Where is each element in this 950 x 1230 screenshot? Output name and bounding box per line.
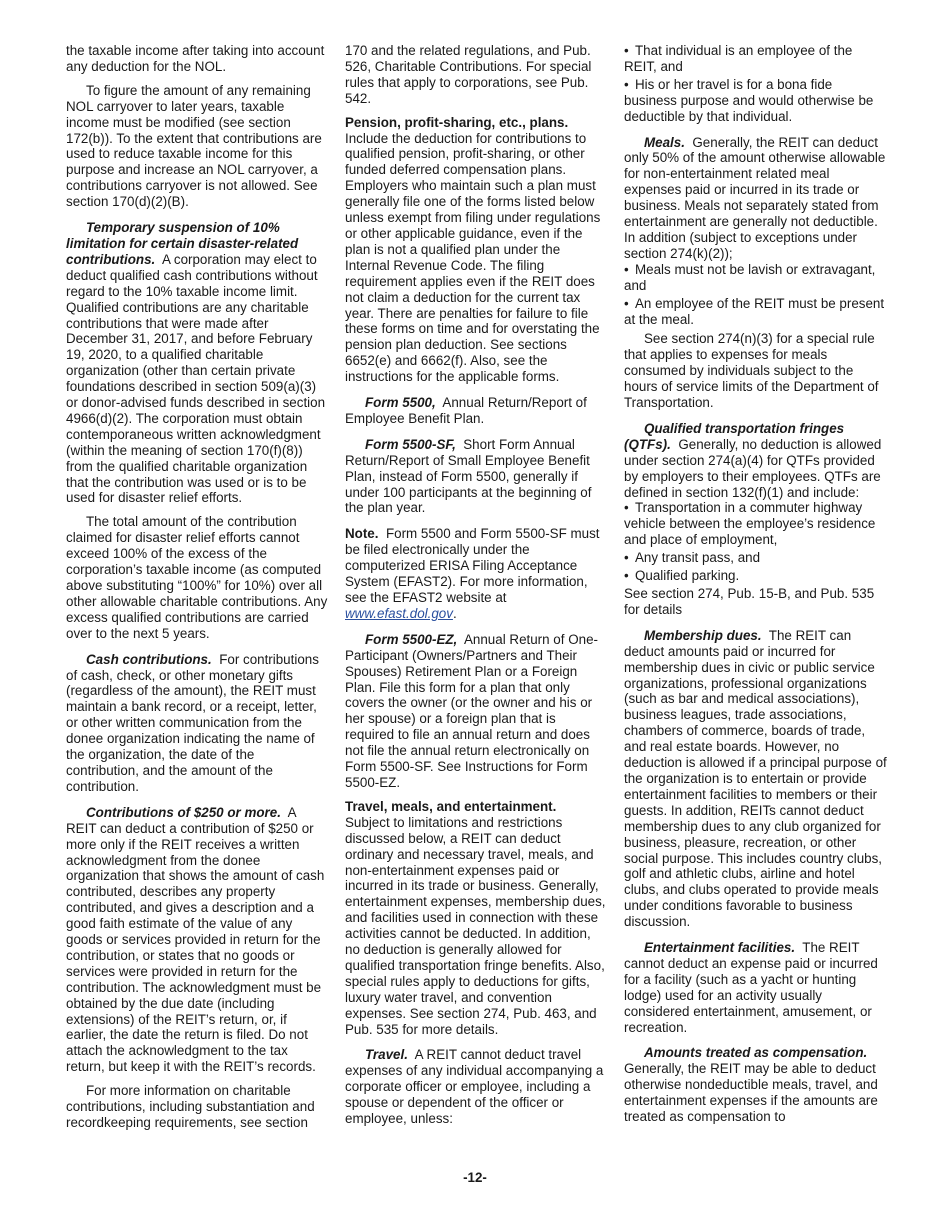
paragraph-compensation	[624, 1045, 887, 1125]
paragraph-form-5500	[345, 395, 608, 427]
note-label: Note.	[345, 526, 379, 542]
meals-conditions-list	[624, 262, 887, 328]
paragraph-pension: Include the deduction for contributions to qualified pension, profit-sharing, or other funded deferred compensation plans. Employers who maintain such a plan must generally file one of the forms listed below unless exempt from filing under regulations or other applicable guidance, even if the plan is not a qualified plan under the Internal Revenue Code. The filing requirement applies even if the REIT does not claim a deduction for the current tax year. There are penalties for failure to file these forms on time and for overstating the pension plan deduction. See sections 6652(e) and 6662(f). Also, see the instructions for the applicable forms.	[345, 130, 601, 385]
list-item	[624, 500, 887, 548]
bullet-icon: •	[624, 261, 629, 277]
bullet-icon: •	[624, 76, 629, 92]
column-3	[624, 43, 887, 1133]
list-item-text: Transportation in a commuter highway vehicle between the employee’s residence and place of employment,	[624, 500, 876, 548]
bullet-icon: •	[624, 568, 629, 584]
efast-link[interactable]: www.efast.dol.gov	[345, 605, 453, 621]
form-name: Form 5500,	[365, 395, 436, 411]
run-in-heading: Travel.	[365, 1047, 408, 1063]
paragraph-note-efast	[345, 526, 608, 621]
run-in-heading: Entertainment facilities.	[644, 940, 796, 956]
list-item-text: That individual is an employee of the REIT, and	[624, 43, 853, 74]
paragraph-text: Generally, the REIT may be able to deduct otherwise nondeductible meals, travel, and entertainment expenses if the amounts are treated as compensation to	[624, 1061, 878, 1125]
heading-travel-meals-entertainment: Travel, meals, and entertainment.	[345, 798, 557, 814]
paragraph-travel	[345, 1047, 608, 1127]
paragraph-text: Annual Return/Report of Employee Benefit Plan.	[345, 395, 587, 426]
run-in-heading: Temporary suspension of 10% limitation for certain disaster-related contributions.	[66, 220, 299, 267]
paragraph-pub-526: 170 and the related regulations, and Pub. 526, Charitable Contributions. For special rules that apply to corporations, see Pub. 542.	[345, 43, 592, 106]
paragraph-text: Generally, the REIT can deduct only 50% of the amount otherwise allowable for non-entertainment related meal expenses paid or incurred in its trade or business. Meals not separately stated from entertainment are generally not deductible. In addition (subject to exceptions under section 274(k)(2));	[624, 134, 886, 261]
run-in-heading: Qualified transportation fringes (QTFs).	[624, 420, 845, 452]
heading-pension-plans: Pension, profit-sharing, etc., plans.	[345, 114, 569, 130]
page-number: -12-	[463, 1170, 487, 1185]
list-item-text: Qualified parking.	[635, 568, 740, 584]
form-name: Form 5500-SF,	[365, 436, 456, 452]
column-2	[345, 43, 608, 1135]
paragraph-text: The REIT cannot deduct an expense paid or incurred for a facility (such as a yacht or hunting lodge) used for an activity usually considered entertainment, amusement, or recreation.	[624, 940, 878, 1035]
list-item-text: His or her travel is for a bona fide business purpose and would otherwise be deductible by that individual.	[624, 76, 874, 124]
run-in-heading: Amounts treated as compensation.	[644, 1045, 868, 1061]
paragraph-section-274n: See section 274(n)(3) for a special rule that applies to expenses for meals consumed by individuals subject to the hours of service limits of the Department of Transportation.	[624, 331, 879, 411]
bullet-icon: •	[624, 500, 629, 516]
paragraph-text: Short Form Annual Return/Report of Small Employee Benefit Plan, instead of Form 5500, generally if under 100 participants at the beginning of the plan year.	[345, 436, 592, 516]
paragraph-text: For contributions of cash, check, or other monetary gifts (regardless of the amount), the REIT must maintain a bank record, or a receipt, letter, or other written communication from the donee organization indicating the name of the organization, the date of the contribution, and the amount of the contribution.	[66, 651, 319, 794]
list-item	[624, 262, 887, 294]
paragraph-text: Annual Return of One-Participant (Owners/Partners and Their Spouses) Retirement Plan or a Foreign Plan. File this form for a plan that only covers the owner (or the owner and his or her spouse) or a foreign plan that is required to file an annual return and does not file the annual return electronically on Form 5500-SF. See Instructions for Form 5500-EZ.	[345, 631, 598, 790]
paragraph-disaster-limitation	[66, 220, 329, 506]
paragraph-contributions-250	[66, 805, 329, 1075]
paragraph-text: Form 5500 and Form 5500-SF must be filed electronically under the computerized ERISA Filing Acceptance System (EFAST2). For more information, see the EFAST2 website at	[345, 526, 600, 605]
paragraph-membership-dues	[624, 628, 887, 930]
bullet-icon: •	[624, 550, 629, 566]
paragraph-text: A REIT can deduct a contribution of $250 or more only if the REIT receives a written acknowledgment from the donee organization that shows the amount of cash contributed, describes any property contributed, and gives a description and a good faith estimate of the value of any goods or services provided in return for the contribution, or states that no goods or services were provided in return for the contribution. The acknowledgment must be obtained by the due date (including extensions) of the REIT’s return, or, if earlier, the date the return is filed. Do not attach the acknowledgment to the tax return, but keep it with the REIT’s records.	[66, 804, 325, 1075]
run-in-heading: Membership dues.	[644, 627, 762, 643]
paragraph-text: The REIT can deduct amounts paid or incurred for membership dues in civic or public service organizations, professional organizations (such as bar and medical associations), business leagues, trade associations, chambers of commerce, boards of trade, and real estate boards. However, no deduction is allowed if a principal purpose of the organization is to entertain or provide entertainment facilities to members or their guests. In addition, REITs cannot deduct membership dues to any club organized for business, pleasure, recreation, or other social purpose. This includes country clubs, golf and athletic clubs, airline and hotel clubs, and clubs operated to provide meals under conditions favorable to business discussion.	[624, 627, 887, 930]
qtf-list	[624, 500, 887, 584]
list-item-text: An employee of the REIT must be present at the meal.	[624, 295, 885, 327]
paragraph-nol-intro: the taxable income after taking into account any deduction for the NOL.	[66, 43, 325, 74]
travel-conditions-list	[624, 43, 887, 125]
paragraph-qtf	[624, 421, 887, 501]
paragraph-entertainment-facilities	[624, 940, 887, 1035]
paragraph-qtf-details: See section 274, Pub. 15-B, and Pub. 535 for details	[624, 586, 875, 617]
paragraph-text: A REIT cannot deduct travel expenses of any individual accompanying a corporate officer or employee, including a spouse or dependent of the officer or employee, unless:	[345, 1047, 604, 1127]
form-name: Form 5500-EZ,	[365, 631, 458, 647]
list-item	[624, 77, 887, 125]
run-in-heading: Cash contributions.	[86, 651, 212, 667]
bullet-icon: •	[624, 43, 629, 58]
paragraph-form-5500-ez	[345, 632, 608, 791]
run-in-heading: Contributions of $250 or more.	[86, 804, 281, 820]
list-item-text: Any transit pass, and	[635, 550, 761, 566]
paragraph-meals	[624, 135, 887, 262]
paragraph-cash-contributions	[66, 652, 329, 795]
list-item	[624, 550, 887, 566]
column-1	[66, 43, 329, 1139]
list-item	[624, 43, 887, 75]
paragraph-nol-carryover: To figure the amount of any remaining NOL carryover to later years, taxable income must be modified (see section 172(b)). To the extent that contributions are used to reduce taxable income for this purpose and increase an NOL carryover, a contributions carryover is not allowed. See section 170(d)(2)(B).	[66, 82, 322, 210]
list-item-text: Meals must not be lavish or extravagant, and	[624, 261, 876, 293]
bullet-icon: •	[624, 295, 629, 311]
paragraph-travel-meals: Subject to limitations and restrictions discussed below, a REIT can deduct ordinary and necessary travel, meals, and non-entertainment expenses paid or incurred in its trade or business. Generally, entertainment expenses, membership dues, and facilities used in connection with these activities cannot be deducted. In addition, no deduction is generally allowed for qualified transportation fringe benefits. Also, special rules apply to deductions for gifts, luxury water travel, and convention expenses. See section 274, Pub. 463, and Pub. 535 for more details.	[345, 814, 606, 1037]
paragraph-more-info: For more information on charitable contributions, including substantiation and recordkeeping requirements, see section	[66, 1083, 315, 1130]
paragraph-form-5500-sf	[345, 437, 608, 517]
list-item	[624, 568, 887, 584]
paragraph-text: Generally, no deduction is allowed under section 274(a)(4) for QTFs provided by employers to their employees. QTFs are defined in section 132(f)(1) and include:	[624, 436, 882, 500]
run-in-heading: Meals.	[644, 134, 685, 150]
paragraph-disaster-total: The total amount of the contribution claimed for disaster relief efforts cannot exceed 100% of the excess of the corporation’s taxable income (as computed above substituting “100%” for 10%) over all other allowable charitable contributions. Any excess qualified contributions are carried over to the next 5 years.	[66, 514, 328, 641]
list-item	[624, 296, 887, 328]
punctuation: .	[452, 605, 457, 621]
paragraph-text: A corporation may elect to deduct qualified cash contributions without regard to the 10% taxable income limit. Qualified contributions are any charitable contributions that were made after December 31, 2017, and before February 19, 2020, to a qualified charitable organization (other than certain private foundations described in section 509(a)(3) or donor-advised funds described in section 4966(d)(2). The corporation must obtain contemporaneous written acknowledgment (within the meaning of section 170(f)(8)) from the qualified charitable organization that the contribution was used or is to be used for disaster relief efforts.	[66, 251, 326, 506]
